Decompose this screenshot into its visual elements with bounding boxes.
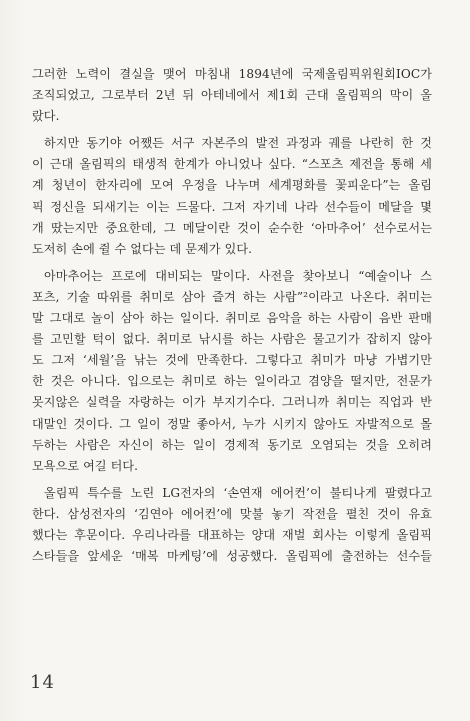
text-line: 조직되었고, 그로부터 2년 뒤 아테네에서 제1회 근대 올림픽의 막이 올: [32, 88, 432, 103]
text-line: 그러한 노력이 결실을 맺어 마침내 1894년에 국제올림픽위원회IOC가: [32, 67, 432, 81]
text-line: 대말인 것이다. 그 일이 정말 좋아서, 누가 시키지 않아도 자발적으로 몰: [32, 416, 432, 431]
text-line: 도저히 손에 쥘 수 없다는 데 문제가 있다.: [32, 241, 253, 256]
text-line: 아마추어는 프로에 대비되는 말이다. 사전을 찾아보니 “예술이나 스: [44, 268, 432, 283]
paragraph-1: [32, 64, 432, 127]
text-line: 이 근대 올림픽의 태생적 한계가 아니었나 싶다. “스포츠 제전을 통해 세: [32, 157, 432, 172]
text-line: 개 땄는지만 중요한데, 그 메달이란 것이 순수한 ‘아마추어’ 선수로서는: [32, 220, 432, 235]
text-line: 를 고민할 턱이 없다. 취미로 낚시를 하는 사람은 물고기가 잡히지 않아: [32, 332, 432, 347]
text-line: 올림픽 특수를 노린 LG전자의 ‘손연재 에어컨’이 불티나게 팔렸다고: [44, 485, 432, 500]
text-line: 계 청년이 한자리에 모여 우정을 나누며 세계평화를 꽃피운다”는 올림: [32, 178, 432, 193]
text-line: 랐다.: [32, 109, 60, 124]
body-text: [32, 64, 432, 573]
text-line: 한다. 삼성전자의 ‘김연아 에어컨’에 맞불 놓기 작전을 펼친 것이 유효: [32, 506, 432, 521]
text-line: 도 그저 ‘세월’을 낚는 것에 만족한다. 그렇다고 취미가 마냥 가볍기만: [32, 353, 432, 368]
text-line: 모욕으로 여길 터다.: [32, 458, 139, 473]
text-line: 말 그대로 놀이 삼아 하는 일이다. 취미로 음악을 하는 사람이 음반 판매: [32, 311, 432, 326]
paragraph-3: [32, 266, 432, 477]
text-line: 한 것은 아니다. 입으로는 취미로 하는 일이라고 겸양을 떨지만, 전문가: [32, 374, 432, 389]
paragraph-4: [32, 483, 432, 567]
text-line: 했다는 후문이다. 우리나라를 대표하는 양대 재벌 회사는 이렇게 올림픽: [32, 527, 432, 542]
page-number: 14: [30, 672, 55, 693]
text-line: 못지않은 실력을 자랑하는 이가 부지기수다. 그러니까 취미는 직업과 반: [32, 395, 432, 410]
text-line: 두하는 사람은 자신이 하는 일이 경제적 동기로 오염되는 것을 오히려: [32, 437, 432, 452]
paragraph-2: [32, 133, 432, 260]
text-line: 픽 정신을 되새기는 이는 드물다. 그저 자기네 나라 선수들이 메달을 몇: [32, 199, 432, 214]
text-line: 포츠, 기술 따위를 취미로 삼아 즐겨 하는 사람”²이라고 나온다. 취미는: [32, 289, 432, 304]
text-line: 하지만 동기야 어쨌든 서구 자본주의 발전 과정과 궤를 나란히 한 것: [44, 136, 432, 151]
text-line: 스타들을 앞세운 ‘매복 마케팅’에 성공했다. 올림픽에 출전하는 선수들: [32, 549, 432, 564]
